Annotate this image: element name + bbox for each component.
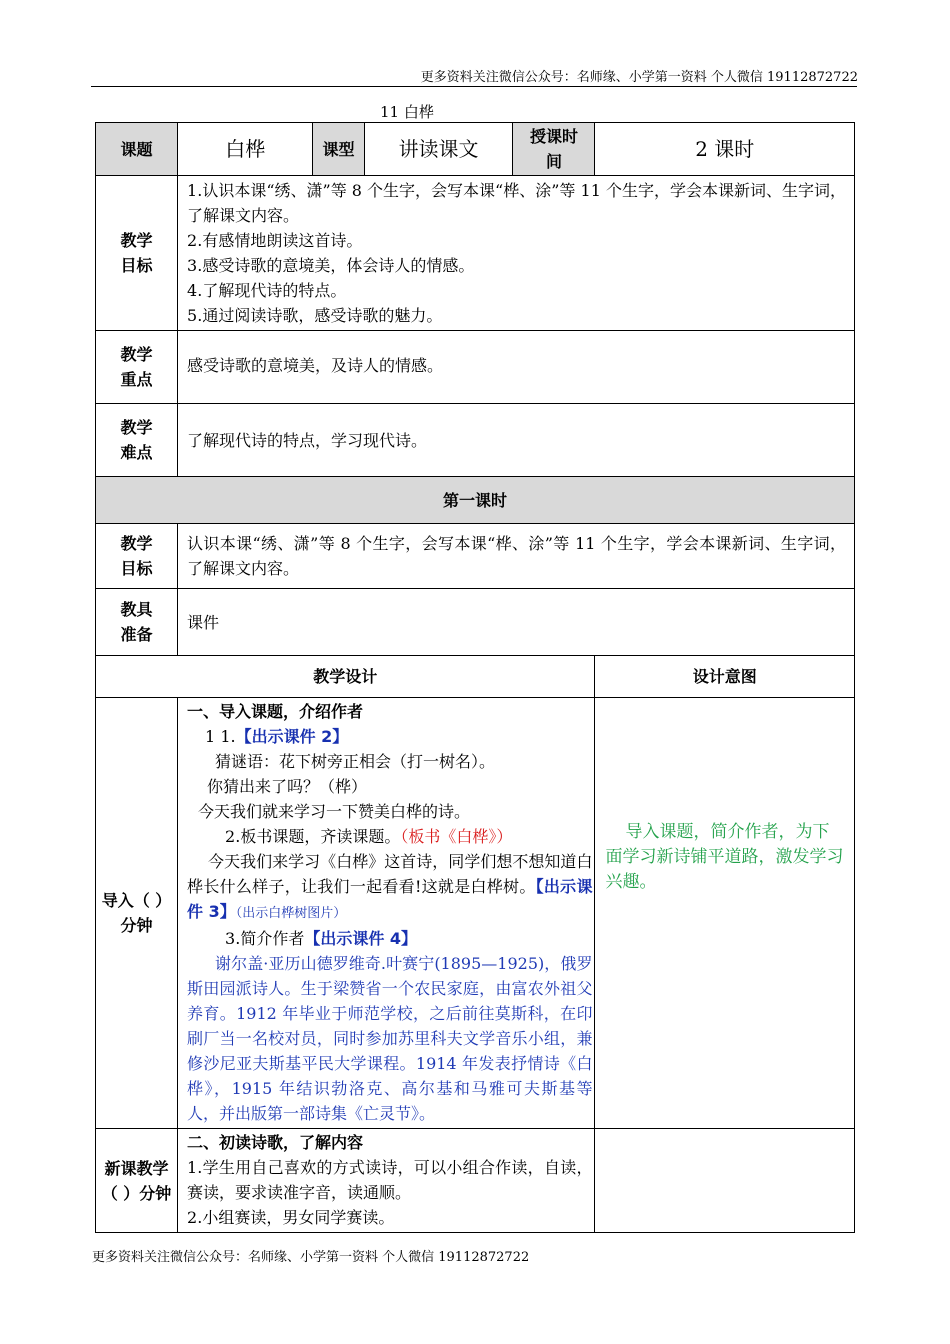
type-label: 课型 bbox=[313, 123, 364, 176]
row-session-goals bbox=[96, 524, 855, 589]
courseware-tag-2: 【出示课件 2】 bbox=[235, 727, 349, 746]
time-label: 授课时间 bbox=[513, 123, 595, 176]
guess-text: 你猜出来了吗？（桦） bbox=[207, 777, 368, 796]
page-footer: 更多资料关注微信公众号：名师缘、小学第一资料 个人微信 19112872722 bbox=[92, 1250, 530, 1265]
goal-item: 1.认识本课“绣、潇”等 8 个生字，会写本课“桦、涂”等 11 个生字，学会本课新词、生字词，了解课文内容。 bbox=[187, 181, 846, 225]
new-lesson-content bbox=[178, 1129, 595, 1233]
board-note: （板书《白桦》） bbox=[400, 827, 513, 846]
goal-item: 3.感受诗歌的意境美，体会诗人的情感。 bbox=[187, 256, 475, 275]
session-goals-label: 教学目标 bbox=[96, 524, 178, 589]
goals-label: 教学目标 bbox=[96, 176, 178, 331]
page-header: 更多资料关注微信公众号：名师缘、小学第一资料 个人微信 19112872722 bbox=[420, 70, 858, 85]
new-lesson-heading: 二、初读诗歌，了解内容 bbox=[187, 1133, 364, 1152]
tools-text: 课件 bbox=[178, 589, 855, 656]
new-lesson-item: 2.小组赛读，男女同学赛读。 bbox=[187, 1208, 395, 1227]
row-design-header bbox=[96, 656, 855, 698]
key-points-text: 感受诗歌的意境美，及诗人的情感。 bbox=[178, 331, 855, 404]
goal-item: 4.了解现代诗的特点。 bbox=[187, 281, 347, 300]
new-lesson-label: 新课教学（ ）分钟 bbox=[96, 1129, 178, 1233]
type-value: 讲读课文 bbox=[364, 123, 513, 176]
riddle-text: 猜谜语：花下树旁正相会（打一树名）。 bbox=[215, 752, 496, 771]
new-lesson-item: 1.学生用自己喜欢的方式读诗，可以小组合作读，自读，赛读，要求读准字音，读通顺。 bbox=[187, 1158, 593, 1202]
session-title: 第一课时 bbox=[96, 477, 855, 524]
step2-text: 2.板书课题，齐读课题。 bbox=[225, 827, 401, 846]
step3-text: 3.简介作者 bbox=[225, 929, 305, 948]
design-header: 教学设计 bbox=[96, 656, 595, 698]
row-new-lesson bbox=[96, 1129, 855, 1233]
row-key-points bbox=[96, 331, 855, 404]
row-goals bbox=[96, 176, 855, 331]
intro-content bbox=[178, 698, 595, 1129]
difficulties-text: 了解现代诗的特点，学习现代诗。 bbox=[178, 404, 855, 477]
key-points-label: 教学重点 bbox=[96, 331, 178, 404]
intro-paragraph: 今天我们来学习《白桦》这首诗，同学们想不想知道白桦长什么样子，让我们一起看看!这就是白桦树。 bbox=[187, 852, 593, 896]
goals-content bbox=[178, 176, 855, 331]
intro-intent: 导入课题，简介作者，为下面学习新诗铺平道路，激发学习兴趣。 bbox=[595, 698, 855, 1129]
row-intro bbox=[96, 698, 855, 1129]
difficulties-label: 教学难点 bbox=[96, 404, 178, 477]
lesson-plan-table bbox=[95, 122, 855, 1233]
new-lesson-intent bbox=[595, 1129, 855, 1233]
intro-heading: 一、导入课题，介绍作者 bbox=[187, 702, 364, 721]
header-divider bbox=[91, 86, 857, 87]
time-value: 2 课时 bbox=[595, 123, 855, 176]
courseware-tag-4: 【出示课件 4】 bbox=[304, 929, 418, 948]
tag3-note: （出示白桦树图片） bbox=[235, 906, 347, 921]
intro-label: 导入（ ）分钟 bbox=[96, 698, 178, 1129]
topic-label: 课题 bbox=[96, 123, 178, 176]
session-goals-text: 认识本课“绣、潇”等 8 个生字，会写本课“桦、涂”等 11 个生字，学会本课新词、生字词，了解课文内容。 bbox=[178, 524, 855, 589]
row-session-title bbox=[96, 477, 855, 524]
goal-item: 2.有感情地朗读这首诗。 bbox=[187, 231, 363, 250]
courseware-tag-3: 【出示课件 3】 bbox=[187, 877, 593, 921]
row-tools bbox=[96, 589, 855, 656]
intent-header: 设计意图 bbox=[595, 656, 855, 698]
row-difficulties bbox=[96, 404, 855, 477]
today-text: 今天我们就来学习一下赞美白桦的诗。 bbox=[198, 802, 471, 821]
goal-item: 5.通过阅读诗歌，感受诗歌的魅力。 bbox=[187, 306, 443, 325]
lesson-title: 11 白桦 bbox=[380, 103, 434, 121]
step1-num: 1 1. bbox=[205, 727, 236, 746]
topic-value: 白桦 bbox=[178, 123, 313, 176]
row-basic-info bbox=[96, 123, 855, 176]
author-bio: 谢尔盖·亚历山德罗维奇.叶赛宁(1895—1925)，俄罗斯田园派诗人。生于梁赞省一个农民家庭，由富农外祖父养育。1912 年毕业于师范学校，之后前往莫斯科，在印刷厂当一名校对员，同时参加苏里科夫文学音乐小组，兼修沙尼亚夫斯基平民大学课程。1914 年发表抒情诗《白桦》，1915 年结识勃洛克、高尔基和马雅可夫斯基等人，并出版第一部诗集《亡灵节》。 bbox=[187, 954, 593, 1123]
tools-label: 教具准备 bbox=[96, 589, 178, 656]
